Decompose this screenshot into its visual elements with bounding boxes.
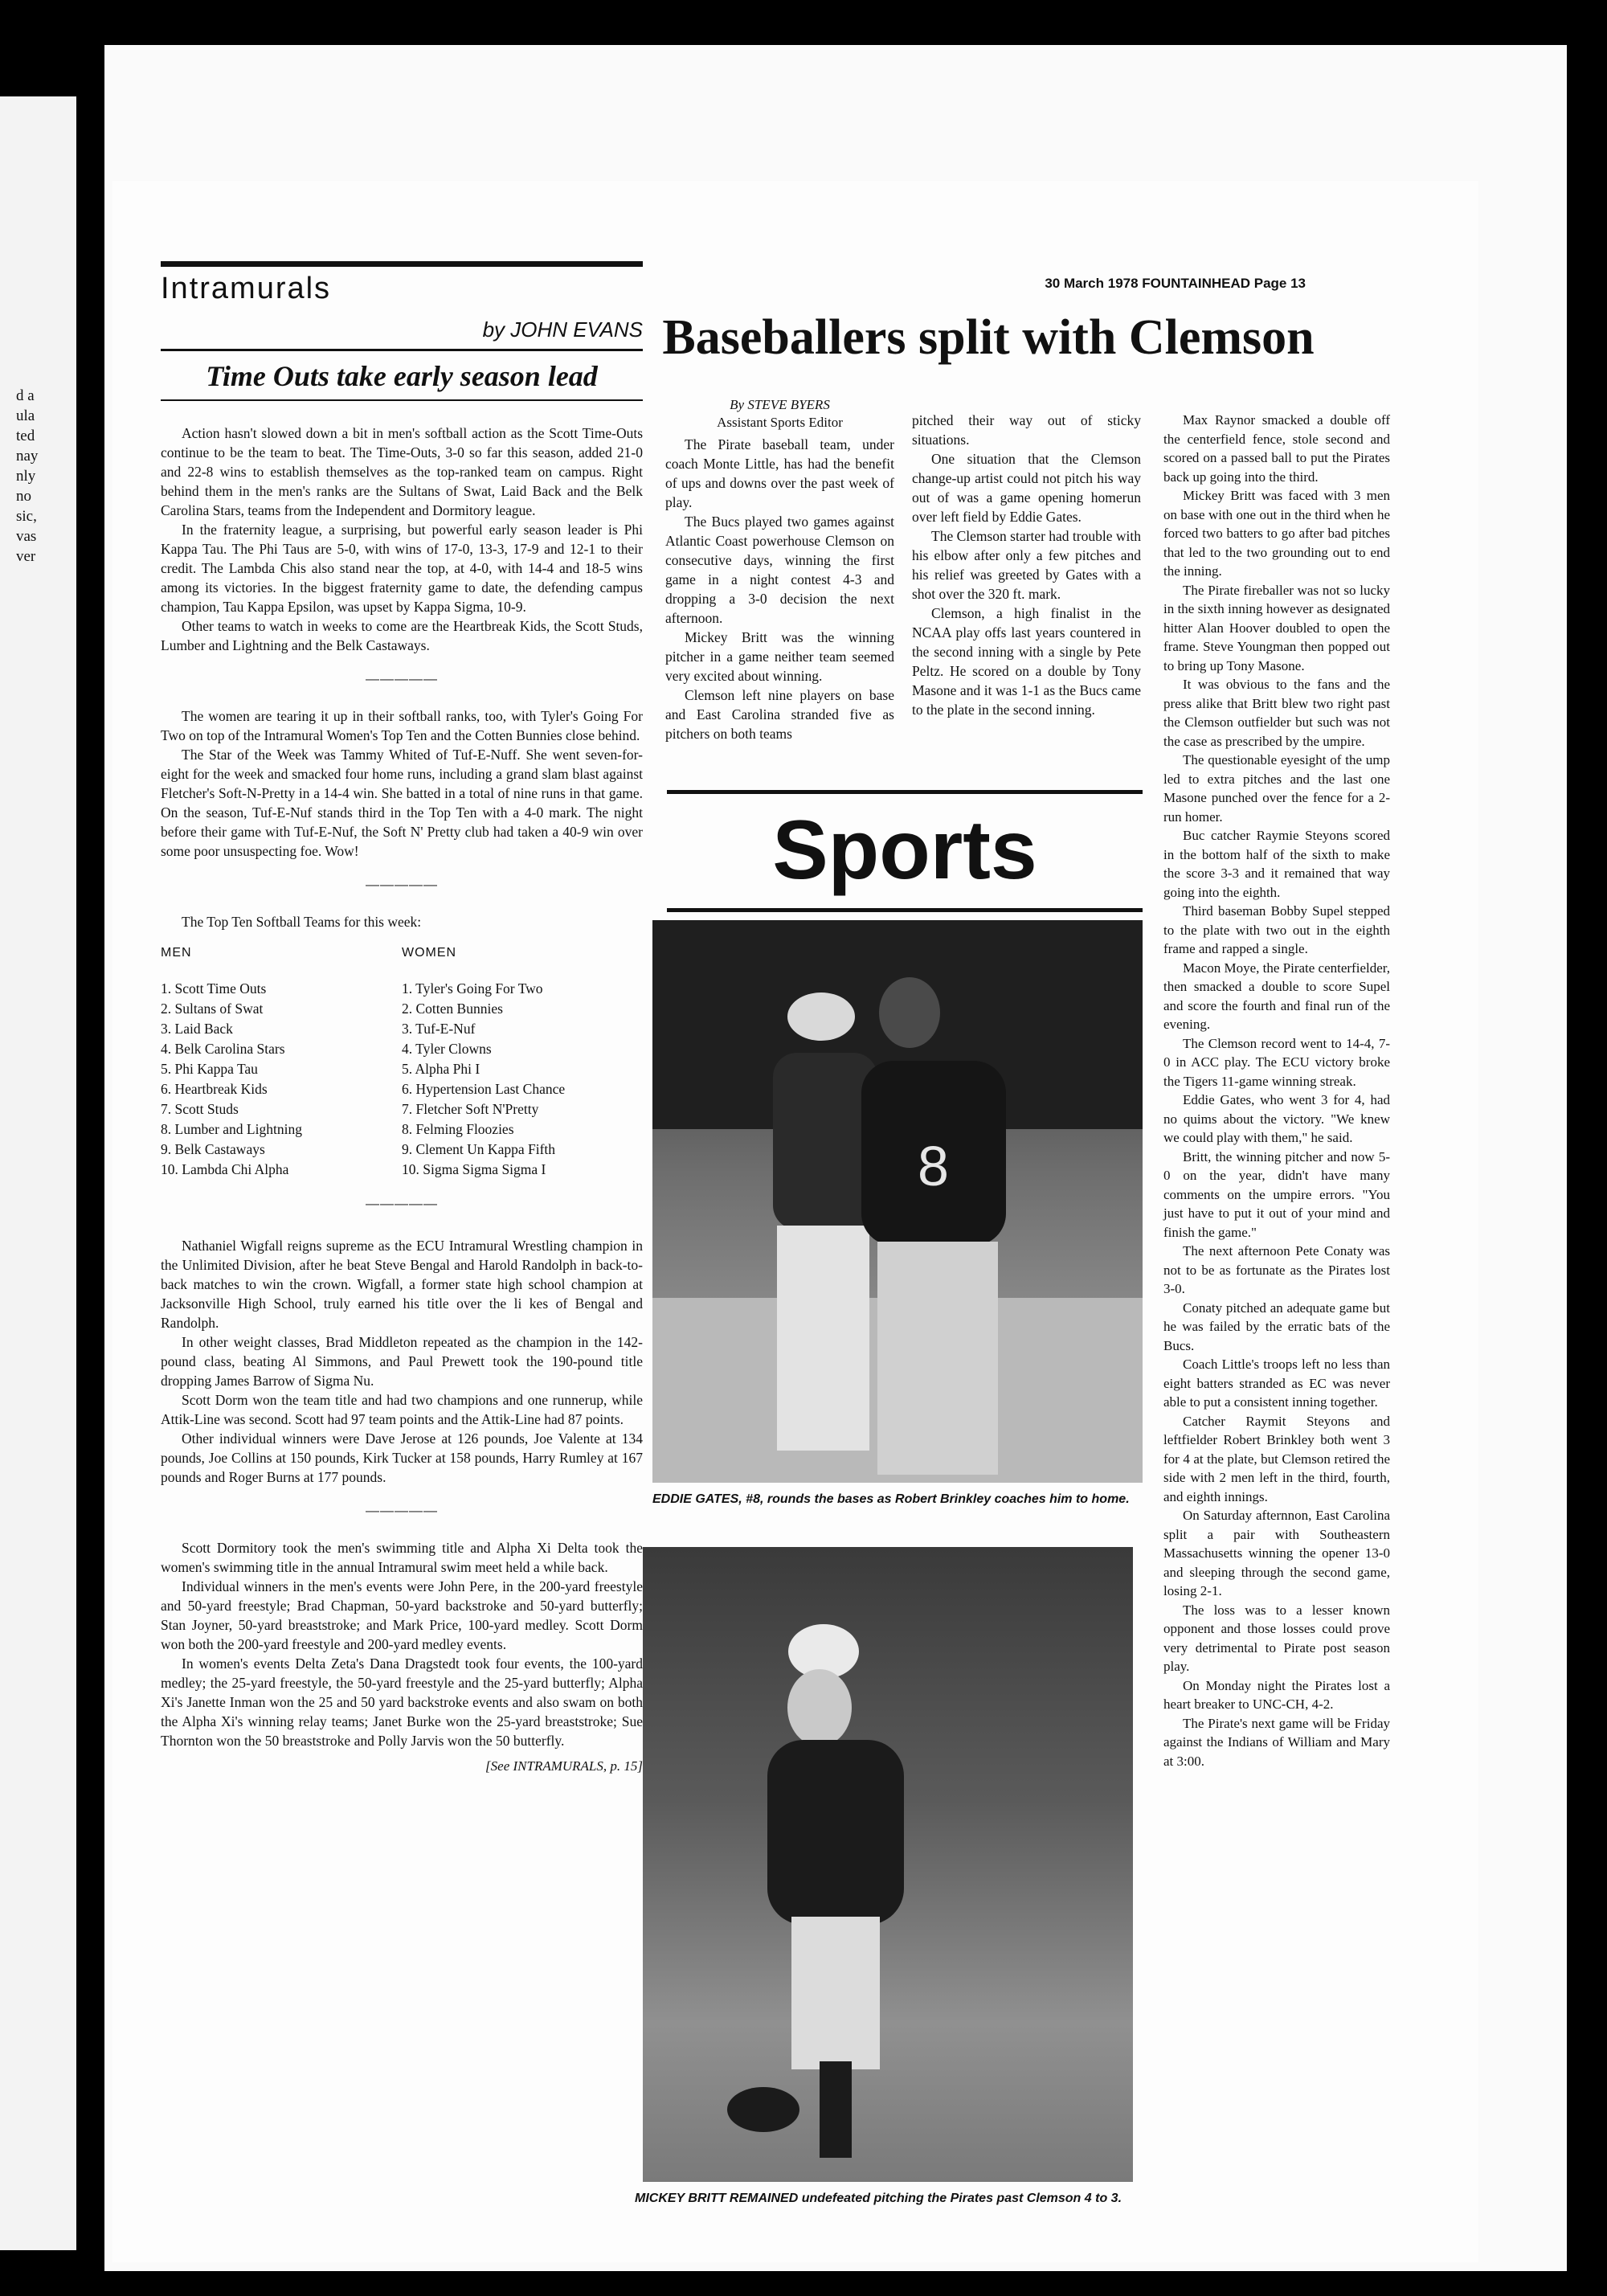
photo-eddie-gates [652, 920, 1143, 1483]
paragraph: In other weight classes, Brad Middleton repeated as the champion in the 142-pound class, beating Al Simmons, and Paul Prewett took the 190-pound title dropping James Barrow of Sigma Nu. [161, 1334, 643, 1389]
intramurals-headline: Time Outs take early season lead [206, 360, 598, 392]
sports-banner: Sports [772, 804, 1037, 897]
paragraph: Nathaniel Wigfall reigns supreme as the ECU Intramural Wrestling champion in the Unlimited Division, after he beat Steve Bengal and Harold Randolph in back-to-back matches to win the crown. Wigfall, a former state high school champion at Jacksonville High School, truly earned his title over the li kes of Bengal and Randolph. [161, 1238, 643, 1331]
paragraph: Britt, the winning pitcher and now 5-0 on the year, didn't have many comments on the umpire errors. "You just have to put it out of your mind and finish the game." [1163, 1148, 1390, 1240]
section-separator: ————— [366, 1503, 438, 1518]
adjacent-page-word: sic, [16, 508, 37, 525]
sports-rule-top [667, 790, 1143, 794]
paragraph: Mickey Britt was the winning pitcher in a game neither team seemed very excited about winning. [665, 629, 894, 684]
baseball-column-1 [665, 396, 894, 743]
paragraph: Clemson, a high finalist in the NCAA play offs last years countered in the second inning with a single by Pete Peltz. He scored on a double by Tony Masone and it was 1-1 as the Bucs came to the plate in the second inning. [912, 605, 1141, 718]
paragraph: The loss was to a lesser known opponent and those losses could prove very detrimental to Pirate post season play. [1163, 1602, 1390, 1674]
paragraph: The Top Ten Softball Teams for this week: [182, 914, 422, 930]
photo-mickey-britt [643, 1547, 1133, 2182]
paragraph: The Pirate's next game will be Friday against the Indians of William and Mary at 3:00. [1163, 1715, 1390, 1769]
men-list-item: 2. Sultans of Swat [161, 1001, 264, 1017]
paragraph: Individual winners in the men's events were John Pere, in the 200-yard freestyle and 50-yard freestyle; Brad Chapman, 50-yard backstroke and 50-yard butterfly; Stan Joyner, 50-yard breaststroke; and Mark Price, 100-yard medley. Scott Dorm won both the 200-yard freestyle and 200-yard medley events. [161, 1578, 643, 1652]
men-heading: MEN [161, 946, 192, 960]
women-list-item: 3. Tuf-E-Nuf [402, 1021, 476, 1037]
adjacent-page-text-fragment [16, 386, 76, 567]
women-list-item: 7. Fletcher Soft N'Pretty [402, 1101, 539, 1117]
swimming-story [161, 1538, 643, 1750]
men-list-item: 1. Scott Time Outs [161, 980, 267, 997]
women-list-item: 8. Felming Floozies [402, 1121, 514, 1137]
svg-text:8: 8 [918, 1135, 949, 1197]
adjacent-page-word: ted [16, 428, 35, 444]
softball-women-story [161, 706, 643, 861]
wrestling-story [161, 1236, 643, 1487]
men-list-item: 4. Belk Carolina Stars [161, 1041, 285, 1057]
paragraph: The Pirate fireballer was not so lucky in the sixth inning however as designated hitter Alan Hoover doubled to open the frame. Steve Youngman then popped out to bring up Tony Masone. [1163, 582, 1390, 673]
paragraph: Scott Dormitory took the men's swimming title and Alpha Xi Delta took the women's swimming title in the annual Intramural swim meet held a while back. [161, 1540, 643, 1575]
paragraph: Eddie Gates, who went 3 for 4, had no quims about the victory. "We knew we could play with them," he said. [1163, 1092, 1390, 1145]
baseball-byline [665, 396, 894, 432]
paragraph: On Monday night the Pirates lost a heart breaker to UNC-CH, 4-2. [1163, 1677, 1390, 1712]
paragraph: On Saturday afternnon, East Carolina split a pair with Southeastern Massachusetts winning the opener 13-0 and sleeping through the second game, losing 2-1. [1163, 1508, 1390, 1598]
photo-caption-bottom: MICKEY BRITT REMAINED undefeated pitching the Pirates past Clemson 4 to 3. [635, 2192, 1122, 2205]
paragraph: The Star of the Week was Tammy Whited of Tuf-E-Nuff. She went seven-for-eight for the week and smacked four home runs, including a grand slam blast against Fletcher's Soft-N-Pretty in a 14-4 win. She batted in a total of nine runs in that game. On the season, Tuf-E-Nuf stands third in the Top Ten with a 4-0 mark. The night before their game with Tuf-E-Nuf, the Soft N' Pretty club had taken a 40-9 win over some poor unsuspecting foe. Wow! [161, 747, 643, 859]
women-list-item: 6. Hypertension Last Chance [402, 1081, 566, 1097]
pitcher-illustration [643, 1547, 1133, 2182]
baseball-players-illustration [652, 920, 1143, 1483]
intramurals-kicker: Intramurals [161, 272, 332, 305]
men-list-item: 5. Phi Kappa Tau [161, 1061, 258, 1077]
women-list [402, 979, 643, 1180]
baseball-column-3 [1163, 411, 1390, 1770]
byline-name: By STEVE BYERS [730, 397, 830, 412]
paragraph: The Bucs played two games against Atlantic Coast powerhouse Clemson on consecutive days, winning the first game in a night contest 4-3 and dropping a 3-0 decision the next afternoon. [665, 514, 894, 626]
paragraph: Macon Moye, the Pirate centerfielder, then smacked a double to score Supel and score the fourth and final run of the evening. [1163, 960, 1390, 1032]
intramurals-byline: by JOHN EVANS [482, 317, 643, 342]
paragraph: Clemson left nine players on base and East Carolina stranded five as pitchers on both teams [665, 687, 894, 742]
women-list-item: 5. Alpha Phi I [402, 1061, 480, 1077]
section-separator: ————— [366, 877, 438, 892]
paragraph: The Clemson starter had trouble with his elbow after only a few pitches and his relief was greeted by Gates with a shot over the 320 ft. mark. [912, 528, 1141, 602]
men-list-item: 3. Laid Back [161, 1021, 233, 1037]
adjacent-page-edge [0, 96, 76, 2250]
paragraph: The Pirate baseball team, under coach Monte Little, has had the benefit of ups and downs over the past week of play. [665, 436, 894, 510]
paragraph: It was obvious to the fans and the press alike that Britt blew two right past the Clemson outfielder but such was not the case as prescribed by the umpire. [1163, 677, 1390, 749]
adjacent-page-word: d a [16, 387, 35, 404]
paragraph: Coach Little's troops left no less than eight batters stranded as EC was never able to put a consistent inning together. [1163, 1357, 1390, 1410]
adjacent-page-word: vas [16, 528, 37, 545]
women-list-column [402, 943, 643, 1180]
baseball-column-2 [912, 411, 1141, 719]
paragraph: Mickey Britt was faced with 3 men on base with one out in the third when he forced two batters to go after bad pitches that led to the two grounding out to end the inning. [1163, 488, 1390, 579]
paragraph: The next afternoon Pete Conaty was not to be as fortunate as the Pirates lost 3-0. [1163, 1243, 1390, 1296]
paragraph: Action hasn't slowed down a bit in men's softball action as the Scott Time-Outs continue to be the team to beat. The Time-Outs, 3-0 so far this season, added 21-0 and 22-8 wins to establish themselves as the top-ranked team on campus. Right behind them in the men's ranks are the Sultans of Swat, Laid Back and the Belk Carolina Stars, teams from the Independent and Dormitory league. [161, 425, 643, 518]
paragraph: Catcher Raymit Steyons and leftfielder Robert Brinkley both went 3 for 4 at the plate, but Clemson retired the side with 2 men left in the third, fourth, and eighth innings. [1163, 1413, 1390, 1504]
softball-men-story [161, 424, 643, 655]
paragraph: The questionable eyesight of the ump led to extra pitches and the last one Masone punched over the fence for a 2-run homer. [1163, 752, 1390, 825]
adjacent-page-word: ver [16, 548, 36, 565]
paragraph: The women are tearing it up in their softball ranks, too, with Tyler's Going For Two on top of the Intramural Women's Top Ten and the Cotten Bunnies close behind. [161, 708, 643, 743]
section-rule [161, 261, 643, 267]
paragraph: The Clemson record went to 14-4, 7-0 in ACC play. The ECU victory broke the Tigers 11-game winning streak. [1163, 1035, 1390, 1089]
women-heading: WOMEN [402, 946, 457, 960]
section-separator: ————— [366, 671, 438, 686]
men-list-item: 10. Lambda Chi Alpha [161, 1161, 289, 1177]
top-ten-intro [161, 912, 643, 931]
women-list-item: 2. Cotten Bunnies [402, 1001, 503, 1017]
continued-reference: [See INTRAMURALS, p. 15] [485, 1758, 643, 1774]
women-list-item: 10. Sigma Sigma Sigma I [402, 1161, 546, 1177]
men-list [161, 979, 402, 1180]
paragraph: pitched their way out of sticky situations. [912, 412, 1141, 448]
adjacent-page-word: nay [16, 448, 39, 465]
baseball-headline: Baseballers split with Clemson [662, 310, 1315, 365]
women-list-item: 9. Clement Un Kappa Fifth [402, 1141, 556, 1157]
adjacent-page-word: no [16, 488, 31, 505]
paragraph: Third baseman Bobby Supel stepped to the plate with two out in the eighth frame and rapped a single. [1163, 903, 1390, 956]
paragraph: Conaty pitched an adequate game but he was failed by the erratic bats of the Bucs. [1163, 1299, 1390, 1353]
adjacent-page-word: ula [16, 407, 35, 424]
byline-rule [161, 349, 643, 351]
paragraph: In women's events Delta Zeta's Dana Dragstedt took four events, the 100-yard medley; the 25-yard freestyle, the 50-yard freestyle and the 25-yard butterfly; Alpha Xi's Janette Inman won the 25 and 50 yard backstroke events and also swam on both the Alpha Xi's winning relay teams; Janet Burke won the 25-yard breaststroke; Sue Thornton won the 50 breaststroke and Polly Jarvis won the 50 butterfly. [161, 1655, 643, 1749]
men-list-column [161, 943, 402, 1180]
page-dateline: 30 March 1978 FOUNTAINHEAD Page 13 [1045, 276, 1306, 291]
photo-caption-top: EDDIE GATES, #8, rounds the bases as Robert Brinkley coaches him to home. [652, 1492, 1130, 1506]
men-list-item: 6. Heartbreak Kids [161, 1081, 268, 1097]
men-list-item: 8. Lumber and Lightning [161, 1121, 302, 1137]
top-ten-lists [161, 943, 643, 1180]
women-list-item: 4. Tyler Clowns [402, 1041, 492, 1057]
byline-title: Assistant Sports Editor [717, 415, 843, 430]
section-separator: ————— [366, 1196, 438, 1211]
adjacent-page-word: nly [16, 468, 36, 485]
sports-rule-bottom [667, 908, 1143, 912]
paragraph: Other teams to watch in weeks to come are the Heartbreak Kids, the Scott Studs, Lumber and Lightning and the Belk Castaways. [161, 618, 643, 653]
headline-rule [161, 399, 643, 401]
men-list-item: 9. Belk Castaways [161, 1141, 265, 1157]
newspaper-page [112, 181, 1478, 2262]
paragraph: Buc catcher Raymie Steyons scored in the bottom half of the sixth to make the score 3-3 and it remained that way going into the eighth. [1163, 828, 1390, 900]
women-list-item: 1. Tyler's Going For Two [402, 980, 543, 997]
paragraph: Scott Dorm won the team title and had two champions and one runnerup, while Attik-Line was second. Scott had 97 team points and the Attik-Line had 87 points. [161, 1392, 643, 1427]
men-list-item: 7. Scott Studs [161, 1101, 239, 1117]
paragraph: One situation that the Clemson change-up artist could not pitch his way out of was a game opening homerun over left field by Eddie Gates. [912, 451, 1141, 525]
paragraph: Other individual winners were Dave Jerose at 126 pounds, Joe Valente at 134 pounds, Joe Collins at 150 pounds, Kirk Tucker at 158 pounds, Harry Rumley at 167 pounds and Roger Burns at 177 pounds. [161, 1430, 643, 1485]
intramurals-column [161, 261, 643, 1774]
paragraph: In the fraternity league, a surprising, but powerful early season leader is Phi Kappa Tau. The Phi Taus are 5-0, with wins of 17-0, 13-3, 17-9 and 12-1 to their credit. The Lambda Chis also stand near the top, at 4-0, with 14-4 and 18-5 wins among its victories. In the biggest fraternity game to date, the defending campus champion, Tau Kappa Epsilon, was upset by Kappa Sigma, 10-9. [161, 522, 643, 615]
paragraph: Max Raynor smacked a double off the centerfield fence, stole second and scored on a passed ball to put the Pirates back up going into the third. [1163, 412, 1390, 485]
